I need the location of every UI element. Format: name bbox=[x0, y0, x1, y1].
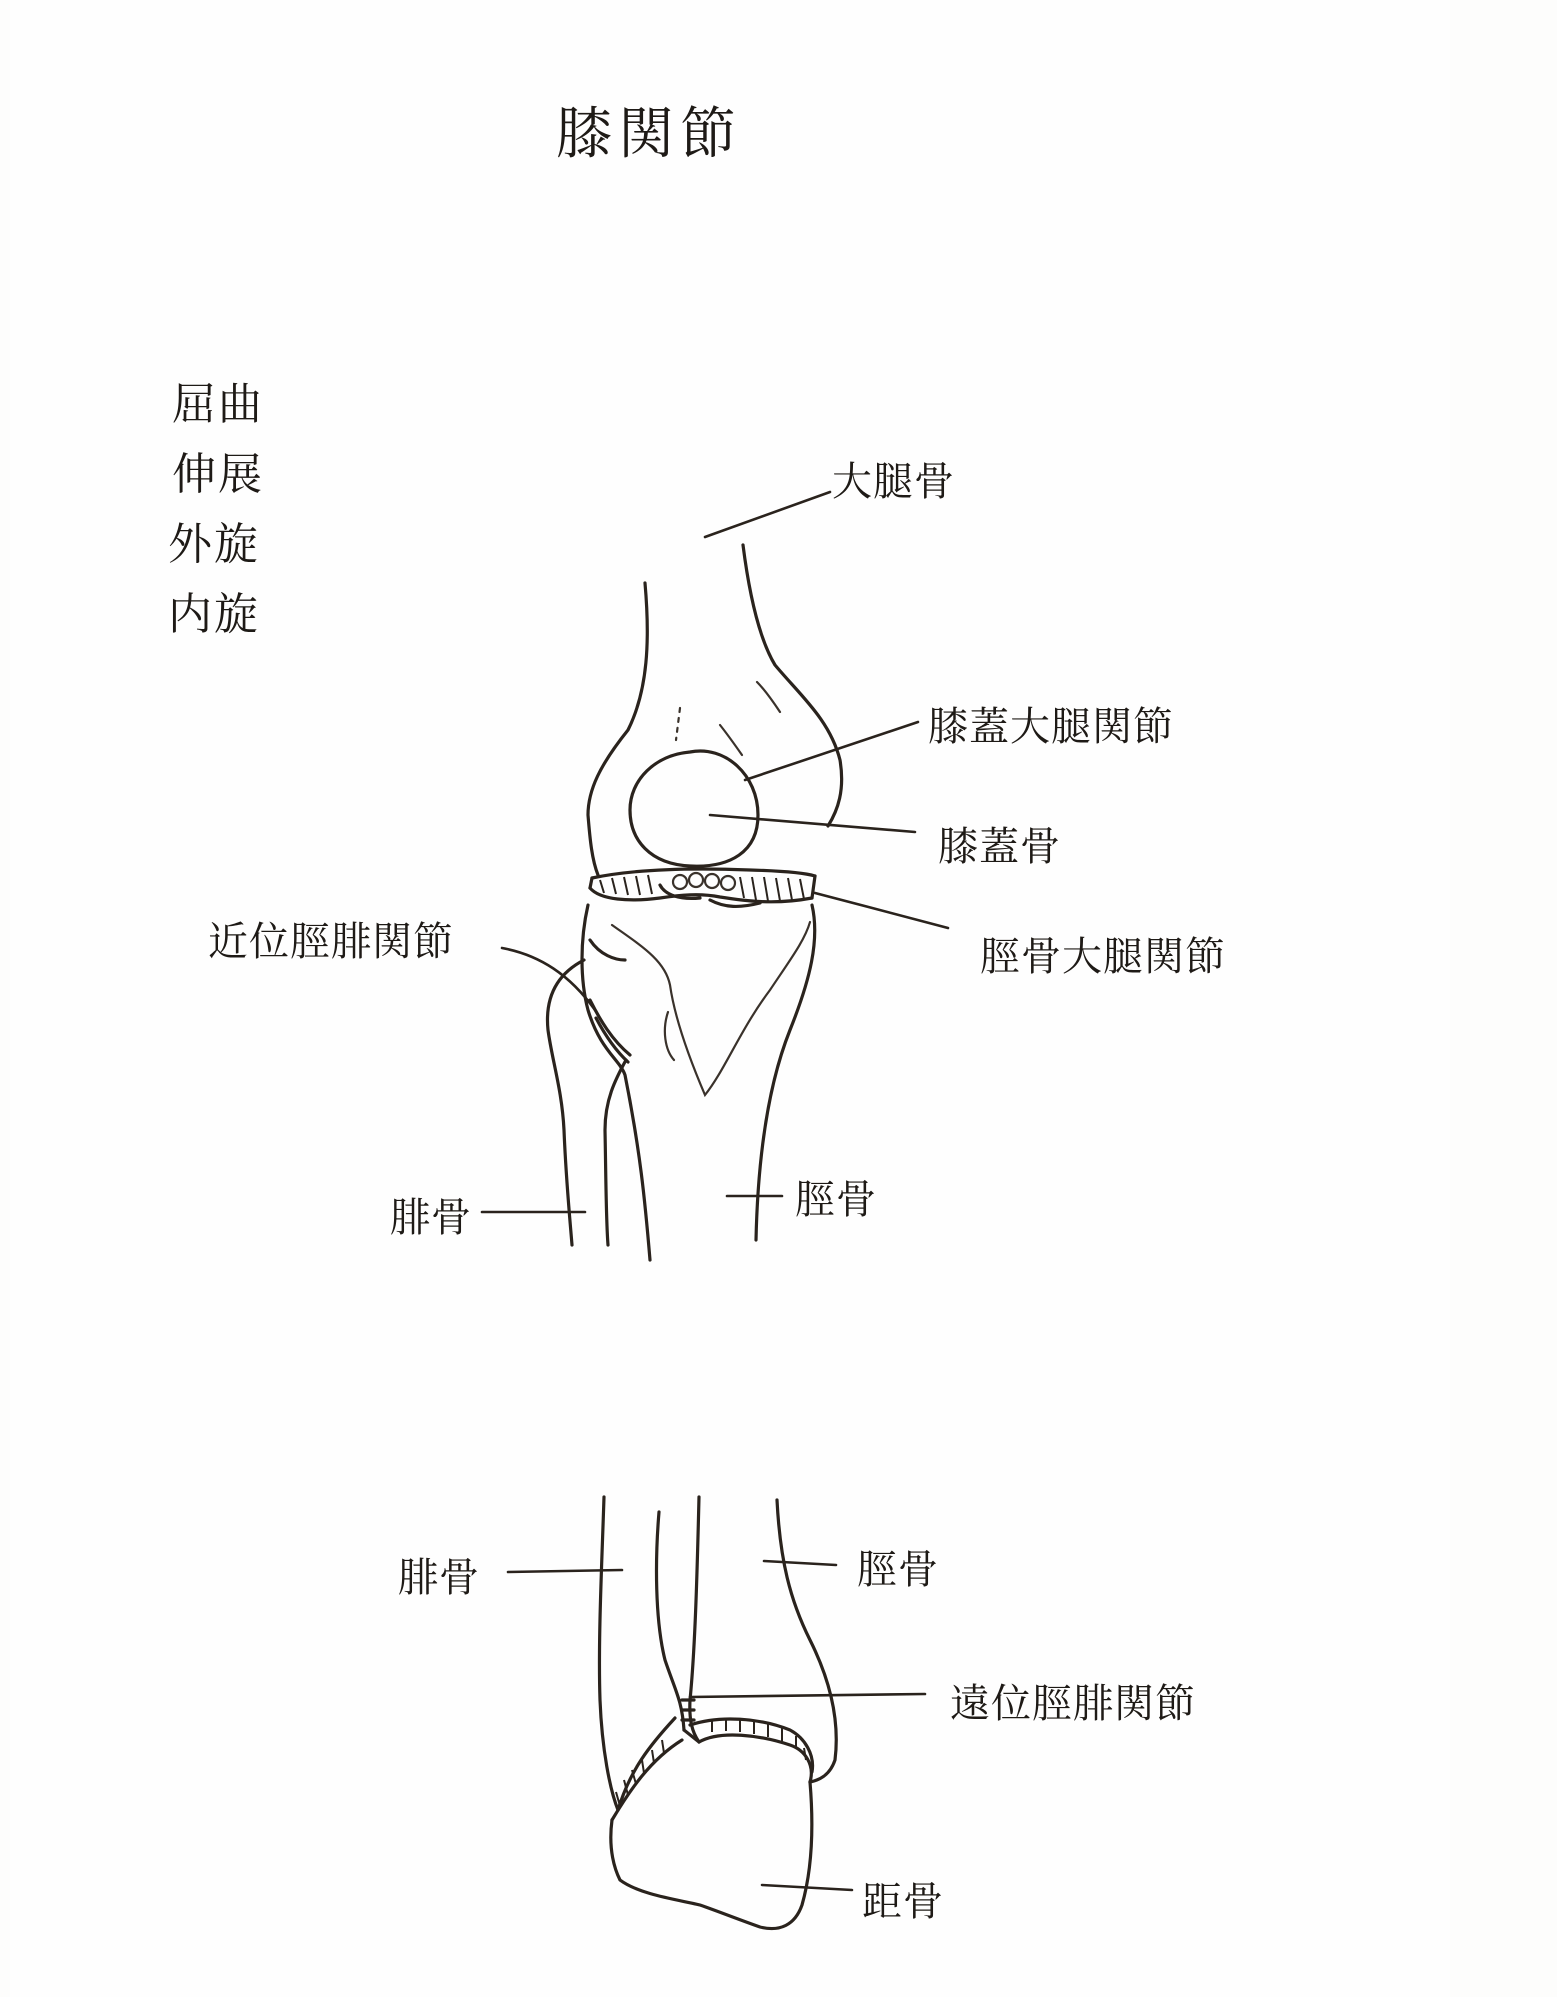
patella-shape bbox=[630, 751, 758, 866]
femur-leader bbox=[705, 492, 830, 537]
femur-shape bbox=[588, 545, 842, 875]
patellofemoral-joint-leader bbox=[745, 722, 918, 780]
label-tibia-ankle: 脛骨 bbox=[857, 1547, 939, 1593]
label-proximal-tibiofibular-joint: 近位脛腓関節 bbox=[208, 919, 454, 965]
patella-leader bbox=[710, 815, 915, 832]
ankle-joint-space bbox=[612, 1718, 813, 1820]
label-patella: 膝蓋骨 bbox=[938, 824, 1061, 870]
label-distal-tibiofibular-joint: 遠位脛腓関節 bbox=[950, 1681, 1196, 1727]
movement-external-rotation: 外旋 bbox=[168, 519, 260, 570]
talus-shape bbox=[611, 1782, 812, 1929]
fibula-ankle-leader bbox=[508, 1570, 622, 1572]
label-patellofemoral-joint: 膝蓋大腿関節 bbox=[928, 704, 1174, 750]
movement-internal-rotation: 内旋 bbox=[168, 589, 260, 640]
fibula-knee-shape bbox=[547, 940, 630, 1245]
movement-flexion: 屈曲 bbox=[172, 379, 264, 430]
ankle-bones bbox=[599, 1497, 836, 1810]
label-fibula-ankle: 腓骨 bbox=[398, 1555, 480, 1601]
tibiofemoral-joint-leader bbox=[815, 893, 948, 928]
distal-tibiofibular-joint-leader bbox=[690, 1694, 925, 1697]
label-femur: 大腿骨 bbox=[832, 459, 955, 505]
label-tibiofemoral-joint: 脛骨大腿関節 bbox=[980, 934, 1226, 980]
label-fibula-knee: 腓骨 bbox=[390, 1195, 472, 1241]
tibia-ankle-leader bbox=[764, 1561, 836, 1565]
diagram-title: 膝関節 bbox=[556, 102, 742, 167]
label-talus: 距骨 bbox=[862, 1879, 944, 1925]
label-tibia-knee: 脛骨 bbox=[795, 1177, 877, 1223]
movement-extension: 伸展 bbox=[172, 449, 264, 500]
knee-joint-space bbox=[590, 869, 815, 906]
